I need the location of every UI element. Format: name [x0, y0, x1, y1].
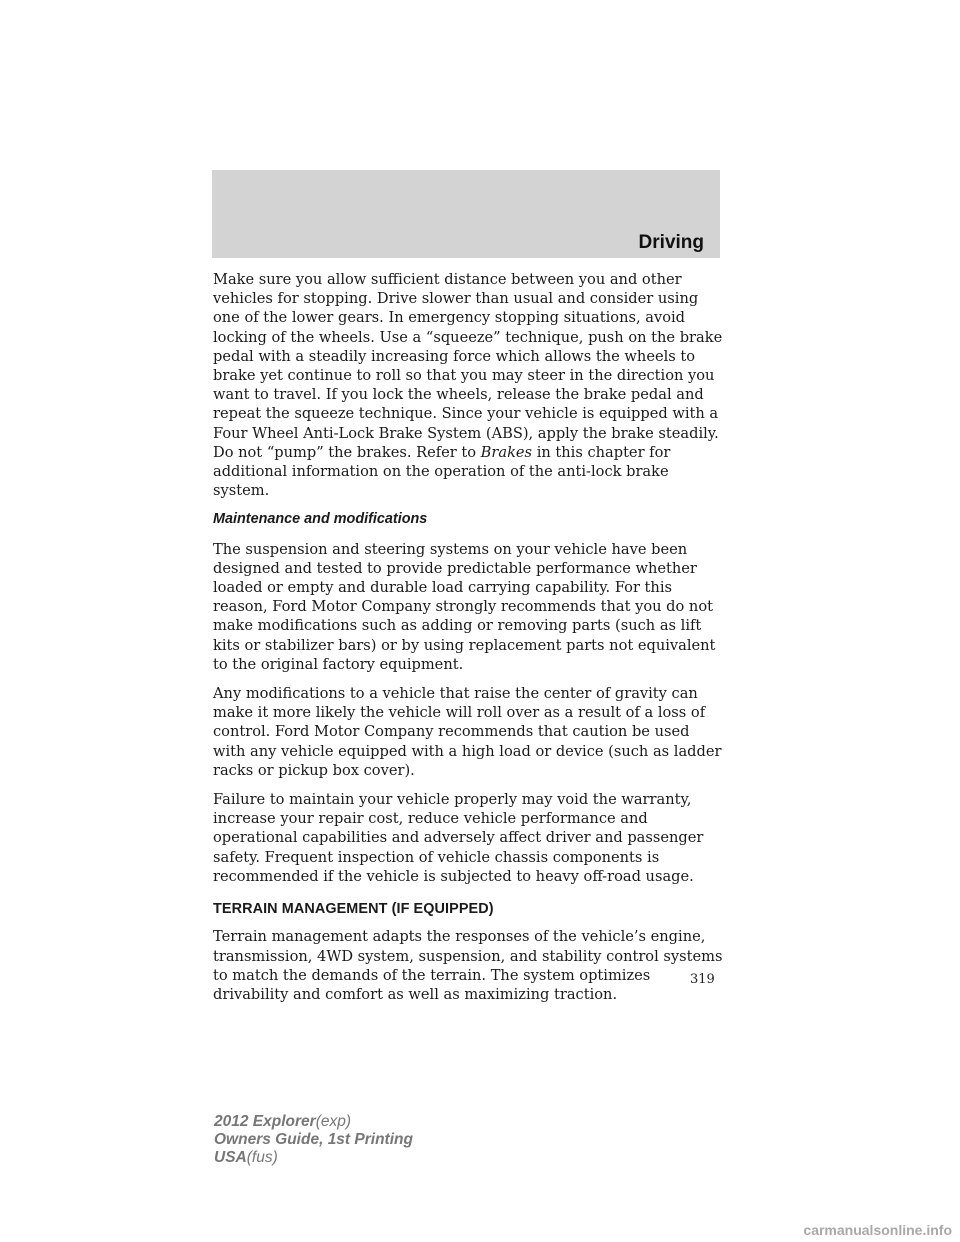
chapter-header-band — [212, 170, 720, 258]
paragraph-stopping-distance — [213, 270, 723, 500]
footer-model: 2012 Explorer — [214, 1113, 316, 1130]
document-footer — [214, 1113, 413, 1167]
footer-line-model — [214, 1113, 413, 1131]
page-content — [213, 270, 723, 1014]
footer-market-code: (fus) — [246, 1149, 278, 1166]
paragraph-text: in this chapter for additional information on the operation of the anti-lock brake system. — [213, 443, 671, 500]
section-heading-terrain: TERRAIN MANAGEMENT (IF EQUIPPED) — [213, 901, 494, 918]
paragraph-modifications: Any modifications to a vehicle that raise the center of gravity can make it more likely the vehicle will roll over as a result of a loss of control. Ford Motor Company recommends that caution be used with any vehicle equipped with a high load or device (such as ladder racks or pickup box cover). — [213, 685, 722, 779]
paragraph-text: Make sure you allow sufficient distance between you and other vehicles for stopping. Drive slower than usual and consider using one of the lower gears. In emergency stopping situations, avoid locking of the wheels. Use a “squeeze” technique, push on the brake pedal with a steadily increasing force which allows the wheels to brake yet continue to roll so that you may steer in the direction you want to travel. If you lock the wheels, release the brake pedal and repeat the squeeze technique. Since your vehicle is equipped with a Four Wheel Anti-Lock Brake System (ABS), apply the brake steadily. Do not “pump” the brakes. Refer to — [213, 271, 723, 461]
footer-market: USA — [214, 1149, 247, 1166]
footer-printing: Owners Guide, 1st Printing — [214, 1131, 413, 1148]
watermark: carmanualsonline.info — [803, 1222, 952, 1238]
page-number: 319 — [690, 972, 715, 987]
footer-model-code: (exp) — [315, 1113, 352, 1130]
paragraph-maintain: Failure to maintain your vehicle properly may void the warranty, increase your repair cost, reduce vehicle performance and operational capabilities and adversely affect driver and passenger safety. Frequent inspection of vehicle chassis components is recommended if the vehicle is subjected to heavy off-road usage. — [213, 791, 704, 885]
paragraph-suspension: The suspension and steering systems on your vehicle have been designed and tested to provide predictable performance whether loaded or empty and durable load carrying capability. For this reason, Ford Motor Company strongly recommends that you do not make modifications such as adding or removing parts (such as lift kits or stabilizer bars) or by using replacement parts not equivalent to the original factory equipment. — [213, 540, 716, 673]
chapter-title: Driving — [638, 232, 704, 253]
cross-reference-brakes: Brakes — [480, 443, 533, 461]
footer-line-market — [214, 1149, 413, 1167]
paragraph-terrain: Terrain management adapts the responses of the vehicle’s engine, transmission, 4WD system, suspension, and stability control systems to match the demands of the terrain. The system optimizes drivability and comfort as well as maximizing traction. — [213, 928, 723, 1003]
subheading-maintenance: Maintenance and modifications — [213, 511, 428, 528]
